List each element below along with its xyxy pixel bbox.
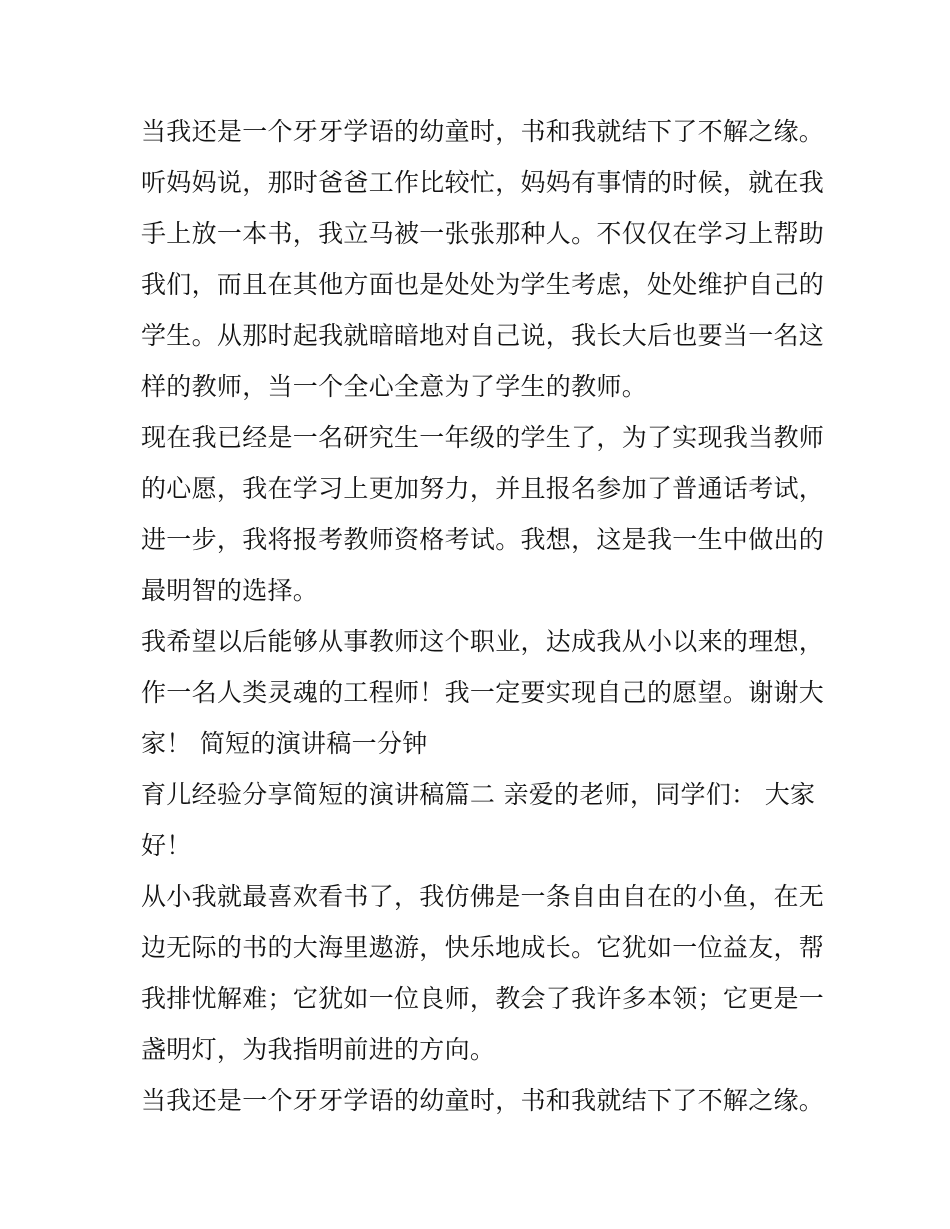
text-line: 我排忧解难；它犹如一位良师，教会了我许多本领；它更是一 xyxy=(141,984,825,1013)
text-line: 盏明灯，为我指明前进的方向。 xyxy=(141,1035,496,1064)
text-line: 样的教师，当一个全心全意为了学生的教师。 xyxy=(141,372,648,401)
text-line: 学生。从那时起我就暗暗地对自己说，我长大后也要当一名这 xyxy=(141,321,825,350)
text-line: 好！ xyxy=(141,831,192,860)
text-line: 当我还是一个牙牙学语的幼童时，书和我就结下了不解之缘。 xyxy=(141,1086,825,1115)
text-line: 最明智的选择。 xyxy=(141,576,319,605)
text-line: 育儿经验分享简短的演讲稿篇二 亲爱的老师，同学们： 大家 xyxy=(141,780,816,809)
text-line: 作一名人类灵魂的工程师！我一定要实现自己的愿望。谢谢大 xyxy=(141,678,825,707)
text-line: 手上放一本书，我立马被一张张那种人。不仅仅在学习上帮助 xyxy=(141,219,825,248)
text-line: 当我还是一个牙牙学语的幼童时，书和我就结下了不解之缘。 xyxy=(141,117,825,146)
text-line: 进一步，我将报考教师资格考试。我想，这是我一生中做出的 xyxy=(141,525,825,554)
text-line: 现在我已经是一名研究生一年级的学生了，为了实现我当教师 xyxy=(141,423,825,452)
text-line: 边无际的书的大海里遨游，快乐地成长。它犹如一位益友，帮 xyxy=(141,933,825,962)
text-line: 听妈妈说，那时爸爸工作比较忙，妈妈有事情的时候，就在我 xyxy=(141,168,825,197)
text-line: 我们，而且在其他方面也是处处为学生考虑，处处维护自己的 xyxy=(141,270,825,299)
document-body xyxy=(141,106,825,1126)
text-line: 从小我就最喜欢看书了，我仿佛是一条自由自在的小鱼，在无 xyxy=(141,882,825,911)
text-line: 的心愿，我在学习上更加努力，并且报名参加了普通话考试， xyxy=(141,474,825,503)
text-line: 我希望以后能够从事教师这个职业，达成我从小以来的理想， xyxy=(141,627,825,656)
text-line: 家！ 简短的演讲稿一分钟 xyxy=(141,729,428,758)
